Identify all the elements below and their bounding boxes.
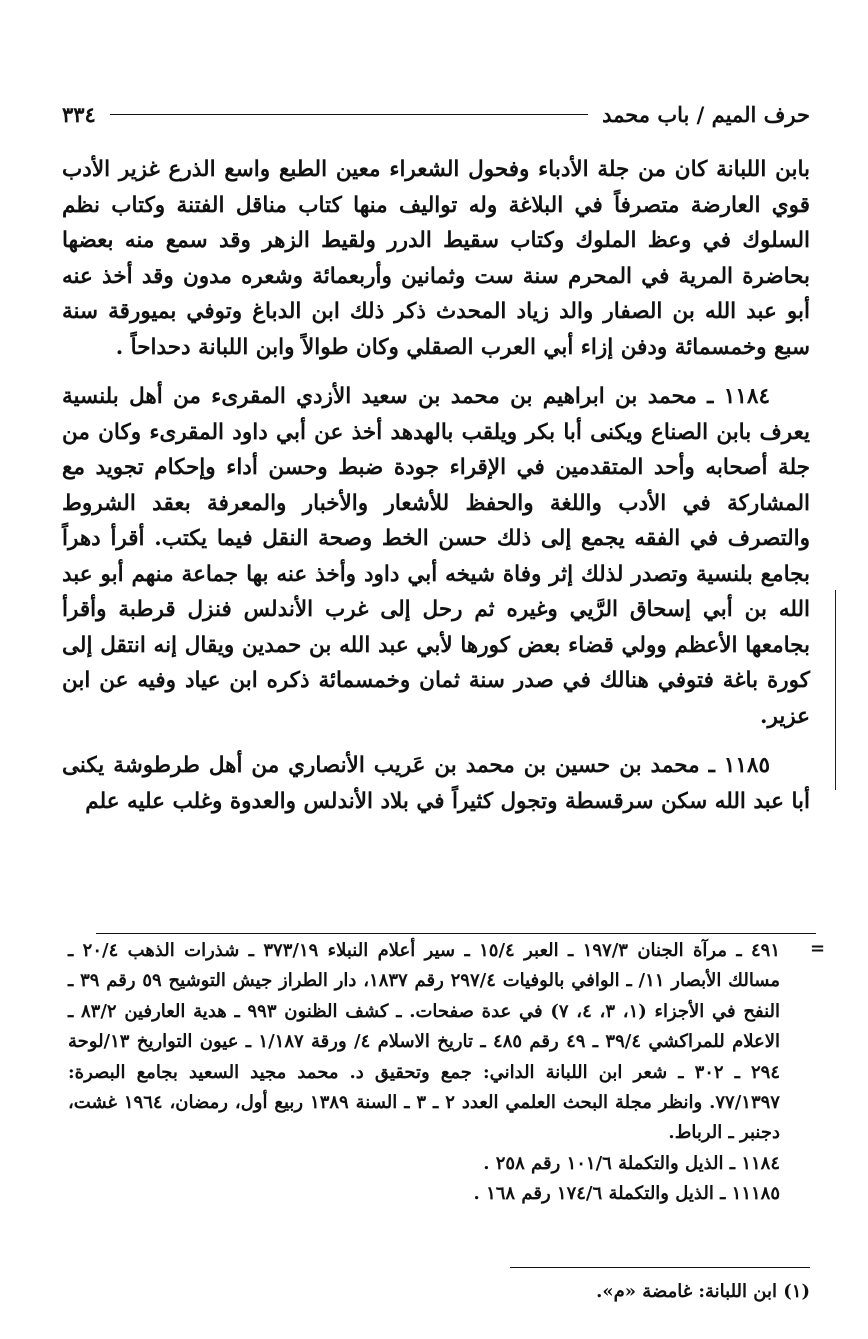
main-text bbox=[62, 152, 810, 833]
footnotes bbox=[68, 933, 810, 1210]
entry-1185: ١١٨٥ ـ محمد بن حسين بن محمد بن عَريب الأنصاري من أهل طرطوشة يكنى أبا عبد الله سكن سرقسطة وتجول كثيراً في بلاد الأندلس والعدوة وغلب عليه علم bbox=[62, 753, 810, 814]
page-number: ٣٣٤ bbox=[62, 101, 96, 127]
note-rule bbox=[510, 1267, 810, 1268]
footnote-continuation-marker: = bbox=[810, 938, 826, 959]
footnote-sources-cont: ٤٩١ ـ مرآة الجنان ١٩٧/٣ ـ العبر ١٥/٤ ـ سير أعلام النبلاء ٣٧٣/١٩ ـ شذرات الذهب ٢٠/٤ ـ مسالك الأبصار ١١/ ـ الوافي بالوفيات ٢٩٧/٤ رقم ١٨٣٧، دار الطراز جيش التوشيح ٥٩ رقم ٣٩ ـ النفح في الأجزاء (١، ٣، ٤، ٧) في عدة صفحات. ـ كشف الظنون ٩٩٣ ـ هدية العارفين ٨٣/٢ ـ الاعلام للمراكشي ٣٩/٤ ـ ٤٩ رقم ٤٨٥ ـ تاريخ الاسلام ٤/ ورقة ١/١٨٧ ـ عيون التواريخ ١٣/لوحة ٢٩٤ ـ ٣٠٢ ـ شعر ابن اللبانة الداني: جمع وتحقيق د. محمد مجيد السعيد بجامع البصرة: ٧٧/١٣٩٧. وانظر مجلة البحث العلمي العدد ٢ ـ ٣ ـ السنة ١٣٨٩ ربيع أول، رمضان، ١٩٦٤ غشت، دجنبر ـ الرباط. bbox=[68, 940, 781, 1144]
entry-1184: ١١٨٤ ـ محمد بن ابراهيم بن محمد بن سعيد الأزدي المقرىء من أهل بلنسية يعرف بابن الصناع ويكنى أبا بكر ويلقب بالهدهد أخذ عن أبي داود المقرىء وكان من جلة أصحابه وأحد المتقدمين في الإقراء جودة ضبط وحسن أداء وإحكام تجويد مع المشاركة في الأدب واللغة والحفظ للأشعار والأخبار والمعرفة بعقد الشروط والتصرف في الفقه يجمع إلى ذلك حسن الخط وصحة النقل فيما يكتب. أقرأ دهراً بجامع بلنسية وتصدر لذلك إثر وفاة شيخه أبي داود وأخذ عنه بها جماعة منهم أبو عبد الله بن أبي إسحاق الرَّيي وغيره ثم رحل إلى غرب الأندلس فنزل قرطبة وأقرأ بجامعها الأعظم وولي قضاء بعض كورها لأبي عبد الله بن حمدين ويقال إنه انتقل إلى كورة باغة فتوفي هنالك في صدر سنة ثمان وخمسمائة ذكره ابن عياد وفيه عن ابن عزير. bbox=[62, 384, 810, 729]
footnote-1184: ١١٨٤ ـ الذيل والتكملة ١٠١/٦ رقم ٢٥٨ . bbox=[483, 1152, 780, 1174]
note-1: (١) ابن اللبانة: غامضة «م». bbox=[596, 1281, 810, 1302]
paragraph-continuation: بابن اللبانة كان من جلة الأدباء وفحول الشعراء معين الطبع واسع الذرع غزير الأدب قوي العارضة متصرفاً في البلاغة وله تواليف منها كتاب مناقل الفتنة وكتاب نظم السلوك في وعظ الملوك وكتاب سقيط الدرر ولقيط الزهر وقد سمع منه بعضها بحاضرة المرية في المحرم سنة ست وثمانين وأربعمائة وشعره مدون وقد أخذ عنه أبو عبد الله بن الصفار والد زياد المحدث ذكر ذلك ابن الدباغ وتوفي بميورقة سنة سبع وخمسمائة ودفن إزاء أبي العرب الصقلي وكان طوالاً وابن اللبانة دحداحاً . bbox=[62, 157, 810, 360]
running-header bbox=[62, 96, 810, 132]
margin-mark bbox=[835, 590, 836, 790]
footnote-1185: ١١١٨٥ ـ الذيل والتكملة ١٧٤/٦ رقم ١٦٨ . bbox=[473, 1183, 780, 1205]
header-rule bbox=[110, 114, 588, 115]
section-title: حرف الميم / باب محمد bbox=[602, 101, 810, 127]
